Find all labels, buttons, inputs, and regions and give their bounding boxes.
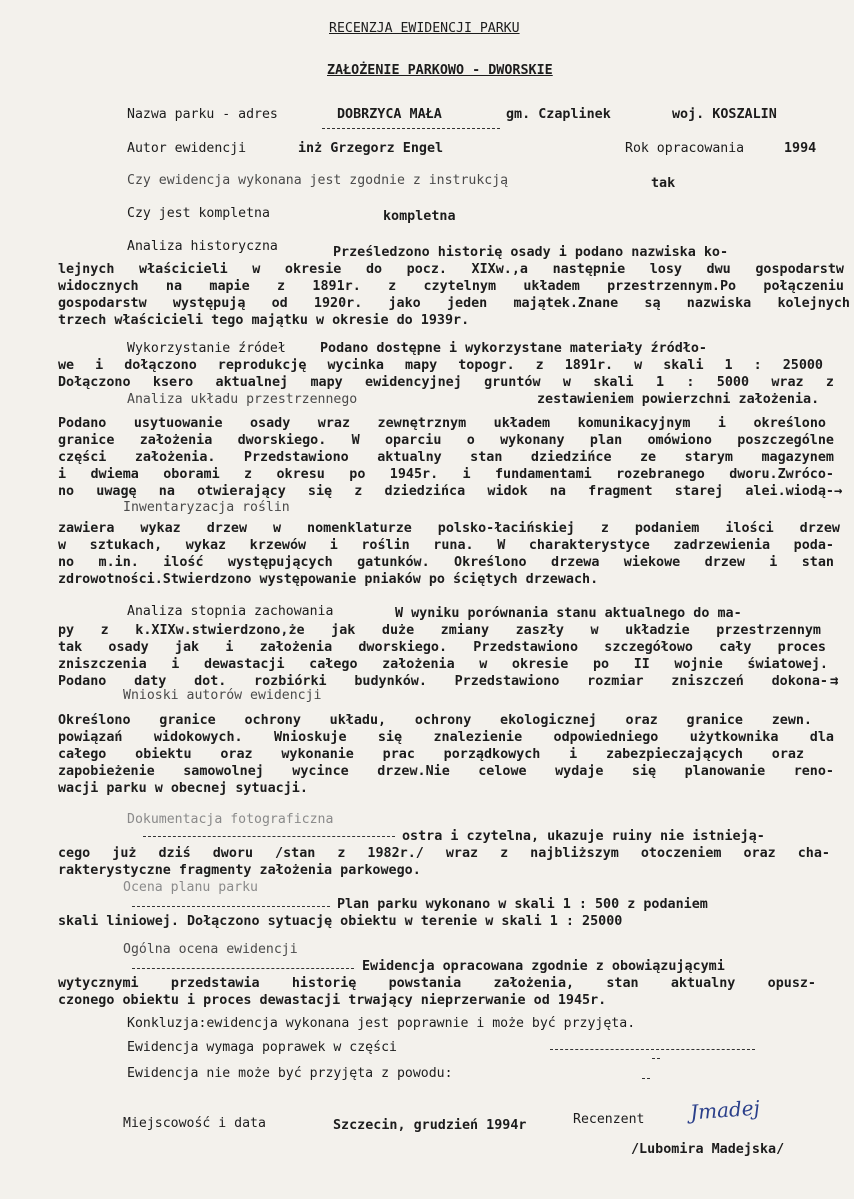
park-name: DOBRZYCA MAŁA bbox=[337, 107, 442, 122]
sources-line: zestawieniem powierzchni założenia. bbox=[537, 392, 820, 407]
park-label: Nazwa parku - adres bbox=[127, 107, 278, 122]
spatial-line: części założenia. Przedstawiono aktualny stan dziedzińce ze starym magazynem bbox=[58, 450, 834, 465]
year-label: Rok opracowania bbox=[625, 141, 745, 156]
reviewer-signature: Jmadej bbox=[689, 1095, 761, 1125]
place-date: Szczecin, grudzień 1994r bbox=[333, 1118, 527, 1133]
historical-label: Analiza historyczna bbox=[127, 239, 278, 254]
preservation-line: zniszczenia i dewastacji całego założenia w okresie po II wojnie światowej. bbox=[58, 657, 828, 672]
author-label: Autor ewidencji bbox=[127, 141, 247, 156]
spatial-line: granice założenia dworskiego. W oparciu o wykonany plan omówiono poszczególne bbox=[58, 433, 834, 448]
photo-line: rakterystyczne fragmenty założenia parkowego. bbox=[58, 863, 421, 878]
inventory-line: zawiera wykaz drzew w nomenklaturze polsko-łacińskiej z podaniem ilości drzew bbox=[58, 521, 840, 536]
continuation-arrow: → bbox=[834, 483, 843, 499]
year-value: 1994 bbox=[784, 141, 817, 156]
instruction-value: tak bbox=[651, 176, 676, 191]
conclusions-line: Określono granice ochrony układu, ochrony ekologicznej oraz granice zewn. bbox=[58, 713, 812, 728]
overall-label: Ogólna ocena ewidencji bbox=[123, 942, 298, 957]
preservation-line: py z k.XIXw.stwierdzono,że jak duże zmiany zaszły w układzie przestrzennym bbox=[58, 623, 821, 638]
corrections-dash-line bbox=[550, 1049, 755, 1050]
sources-line: Dołączono ksero aktualnej mapy ewidencyjnej gruntów w skali 1 : 5000 wraz z bbox=[58, 375, 834, 390]
conclusion-text: Konkluzja:ewidencja wykonana jest poprawnie i może być przyjęta. bbox=[127, 1016, 636, 1031]
historical-line: widocznych na mapie z 1891r. z czytelnym układem przestrzennym.Po połączeniu bbox=[58, 279, 844, 294]
sources-line: Podano dostępne i wykorzystane materiały źródło- bbox=[320, 341, 707, 356]
historical-line: gospodarstw występują od 1920r. jako jeden majątek.Znane są nazwiska kolejnych bbox=[58, 296, 850, 311]
plan-line: Plan parku wykonano w skali 1 : 500 z podaniem bbox=[337, 897, 708, 912]
document-subtitle: ZAŁOŻENIE PARKOWO - DWORSKIE bbox=[327, 63, 553, 78]
plan-label: Ocena planu parku bbox=[123, 880, 258, 895]
historical-line: lejnych właścicieli w okresie do pocz. XIXw.,a następnie losy dwu gospodarstw bbox=[58, 262, 844, 277]
reviewer-name: /Lubomira Madejska/ bbox=[631, 1142, 785, 1157]
photo-line: cego już dziś dworu /stan z 1982r./ wraz z najbliższym otoczeniem oraz cha- bbox=[58, 846, 830, 861]
overall-line: wytycznymi przedstawia historię powstania założenia, stan aktualny opusz- bbox=[58, 976, 816, 991]
complete-value: kompletna bbox=[383, 209, 456, 224]
historical-line: Prześledzono historię osady i podano nazwiska ko- bbox=[333, 245, 729, 260]
inventory-label: Inwentaryzacja roślin bbox=[123, 500, 290, 515]
historical-line: trzech właścicieli tego majątku w okresie do 1939r. bbox=[58, 313, 470, 328]
conclusions-line: powiązań widokowych. Wnioskuje się znalezienie odpowiedniego użytkownika dla bbox=[58, 730, 834, 745]
rejection-mark bbox=[642, 1078, 650, 1079]
photo-line: ostra i czytelna, ukazuje ruiny nie istnieją- bbox=[402, 829, 765, 844]
park-name-underline bbox=[322, 128, 500, 129]
park-voivodeship: woj. KOSZALIN bbox=[672, 107, 777, 122]
place-label: Miejscowość i data bbox=[123, 1116, 266, 1131]
conclusions-line: całego obiektu oraz wykonanie prac porządkowych i zabezpieczających oraz bbox=[58, 747, 804, 762]
preservation-line: tak osady jak i założenia dworskiego. Przedstawiono szczegółowo cały proces bbox=[58, 640, 826, 655]
spatial-line: no uwagę na otwierający się z dziedzińca widok na fragment starej alei.wiodą- bbox=[58, 484, 834, 499]
spatial-line: Podano usytuowanie osady wraz zewnętrznym układem komunikacyjnym i określono bbox=[58, 416, 826, 431]
preservation-line: Podano daty dot. rozbiórki budynków. Przedstawiono rozmiar zniszczeń dokona- bbox=[58, 674, 828, 689]
plan-dash-line bbox=[132, 906, 330, 907]
rejection-mark bbox=[652, 1058, 660, 1059]
instruction-label: Czy ewidencja wykonana jest zgodnie z instrukcją bbox=[127, 173, 509, 188]
corrections-label: Ewidencja wymaga poprawek w części bbox=[127, 1040, 397, 1055]
document-title: RECENZJA EWIDENCJI PARKU bbox=[329, 21, 520, 36]
photo-label: Dokumentacja fotograficzna bbox=[127, 812, 334, 827]
sources-line: we i dołączono reprodukcję wycinka mapy topogr. z 1891r. w skali 1 : 25000 bbox=[58, 358, 823, 373]
continuation-arrow: ⇉ bbox=[830, 673, 839, 689]
overall-dash-line bbox=[132, 968, 354, 969]
photo-dash-line bbox=[143, 836, 395, 837]
overall-line: czonego obiektu i proces dewastacji trwający nieprzerwanie od 1945r. bbox=[58, 993, 607, 1008]
overall-line: Ewidencja opracowana zgodnie z obowiązującymi bbox=[362, 959, 725, 974]
spatial-label: Analiza układu przestrzennego bbox=[127, 392, 358, 407]
plan-line: skali liniowej. Dołączono sytuację obiektu w terenie w skali 1 : 25000 bbox=[58, 914, 623, 929]
reviewer-label: Recenzent bbox=[573, 1112, 645, 1127]
author-name: inż Grzegorz Engel bbox=[298, 141, 444, 156]
conclusions-line: zapobieżenie samowolnej wycince drzew.Nie celowe wydaje się planowanie reno- bbox=[58, 764, 834, 779]
preservation-line: W wyniku porównania stanu aktualnego do ma- bbox=[395, 606, 742, 621]
inventory-line: zdrowotności.Stwierdzono występowanie pniaków po ściętych drzewach. bbox=[58, 572, 599, 587]
rejection-label: Ewidencja nie może być przyjęta z powodu: bbox=[127, 1066, 453, 1081]
spatial-line: i dwiema oborami z okresu po 1945r. i fundamentami rozebranego dworu.Zwróco- bbox=[58, 467, 834, 482]
inventory-line: w sztukach, wykaz krzewów i roślin runa. W charakterystyce zadrzewienia poda- bbox=[58, 538, 834, 553]
inventory-line: no m.in. ilość występujących gatunków. Określono drzewa wiekowe drzew i stan bbox=[58, 555, 834, 570]
complete-label: Czy jest kompletna bbox=[127, 206, 270, 221]
park-gmina: gm. Czaplinek bbox=[506, 107, 611, 122]
preservation-label: Analiza stopnia zachowania bbox=[127, 604, 334, 619]
sources-label: Wykorzystanie źródeł bbox=[127, 341, 286, 356]
conclusions-label: Wnioski autorów ewidencji bbox=[123, 688, 322, 703]
conclusions-line: wacji parku w obecnej sytuacji. bbox=[58, 781, 308, 796]
